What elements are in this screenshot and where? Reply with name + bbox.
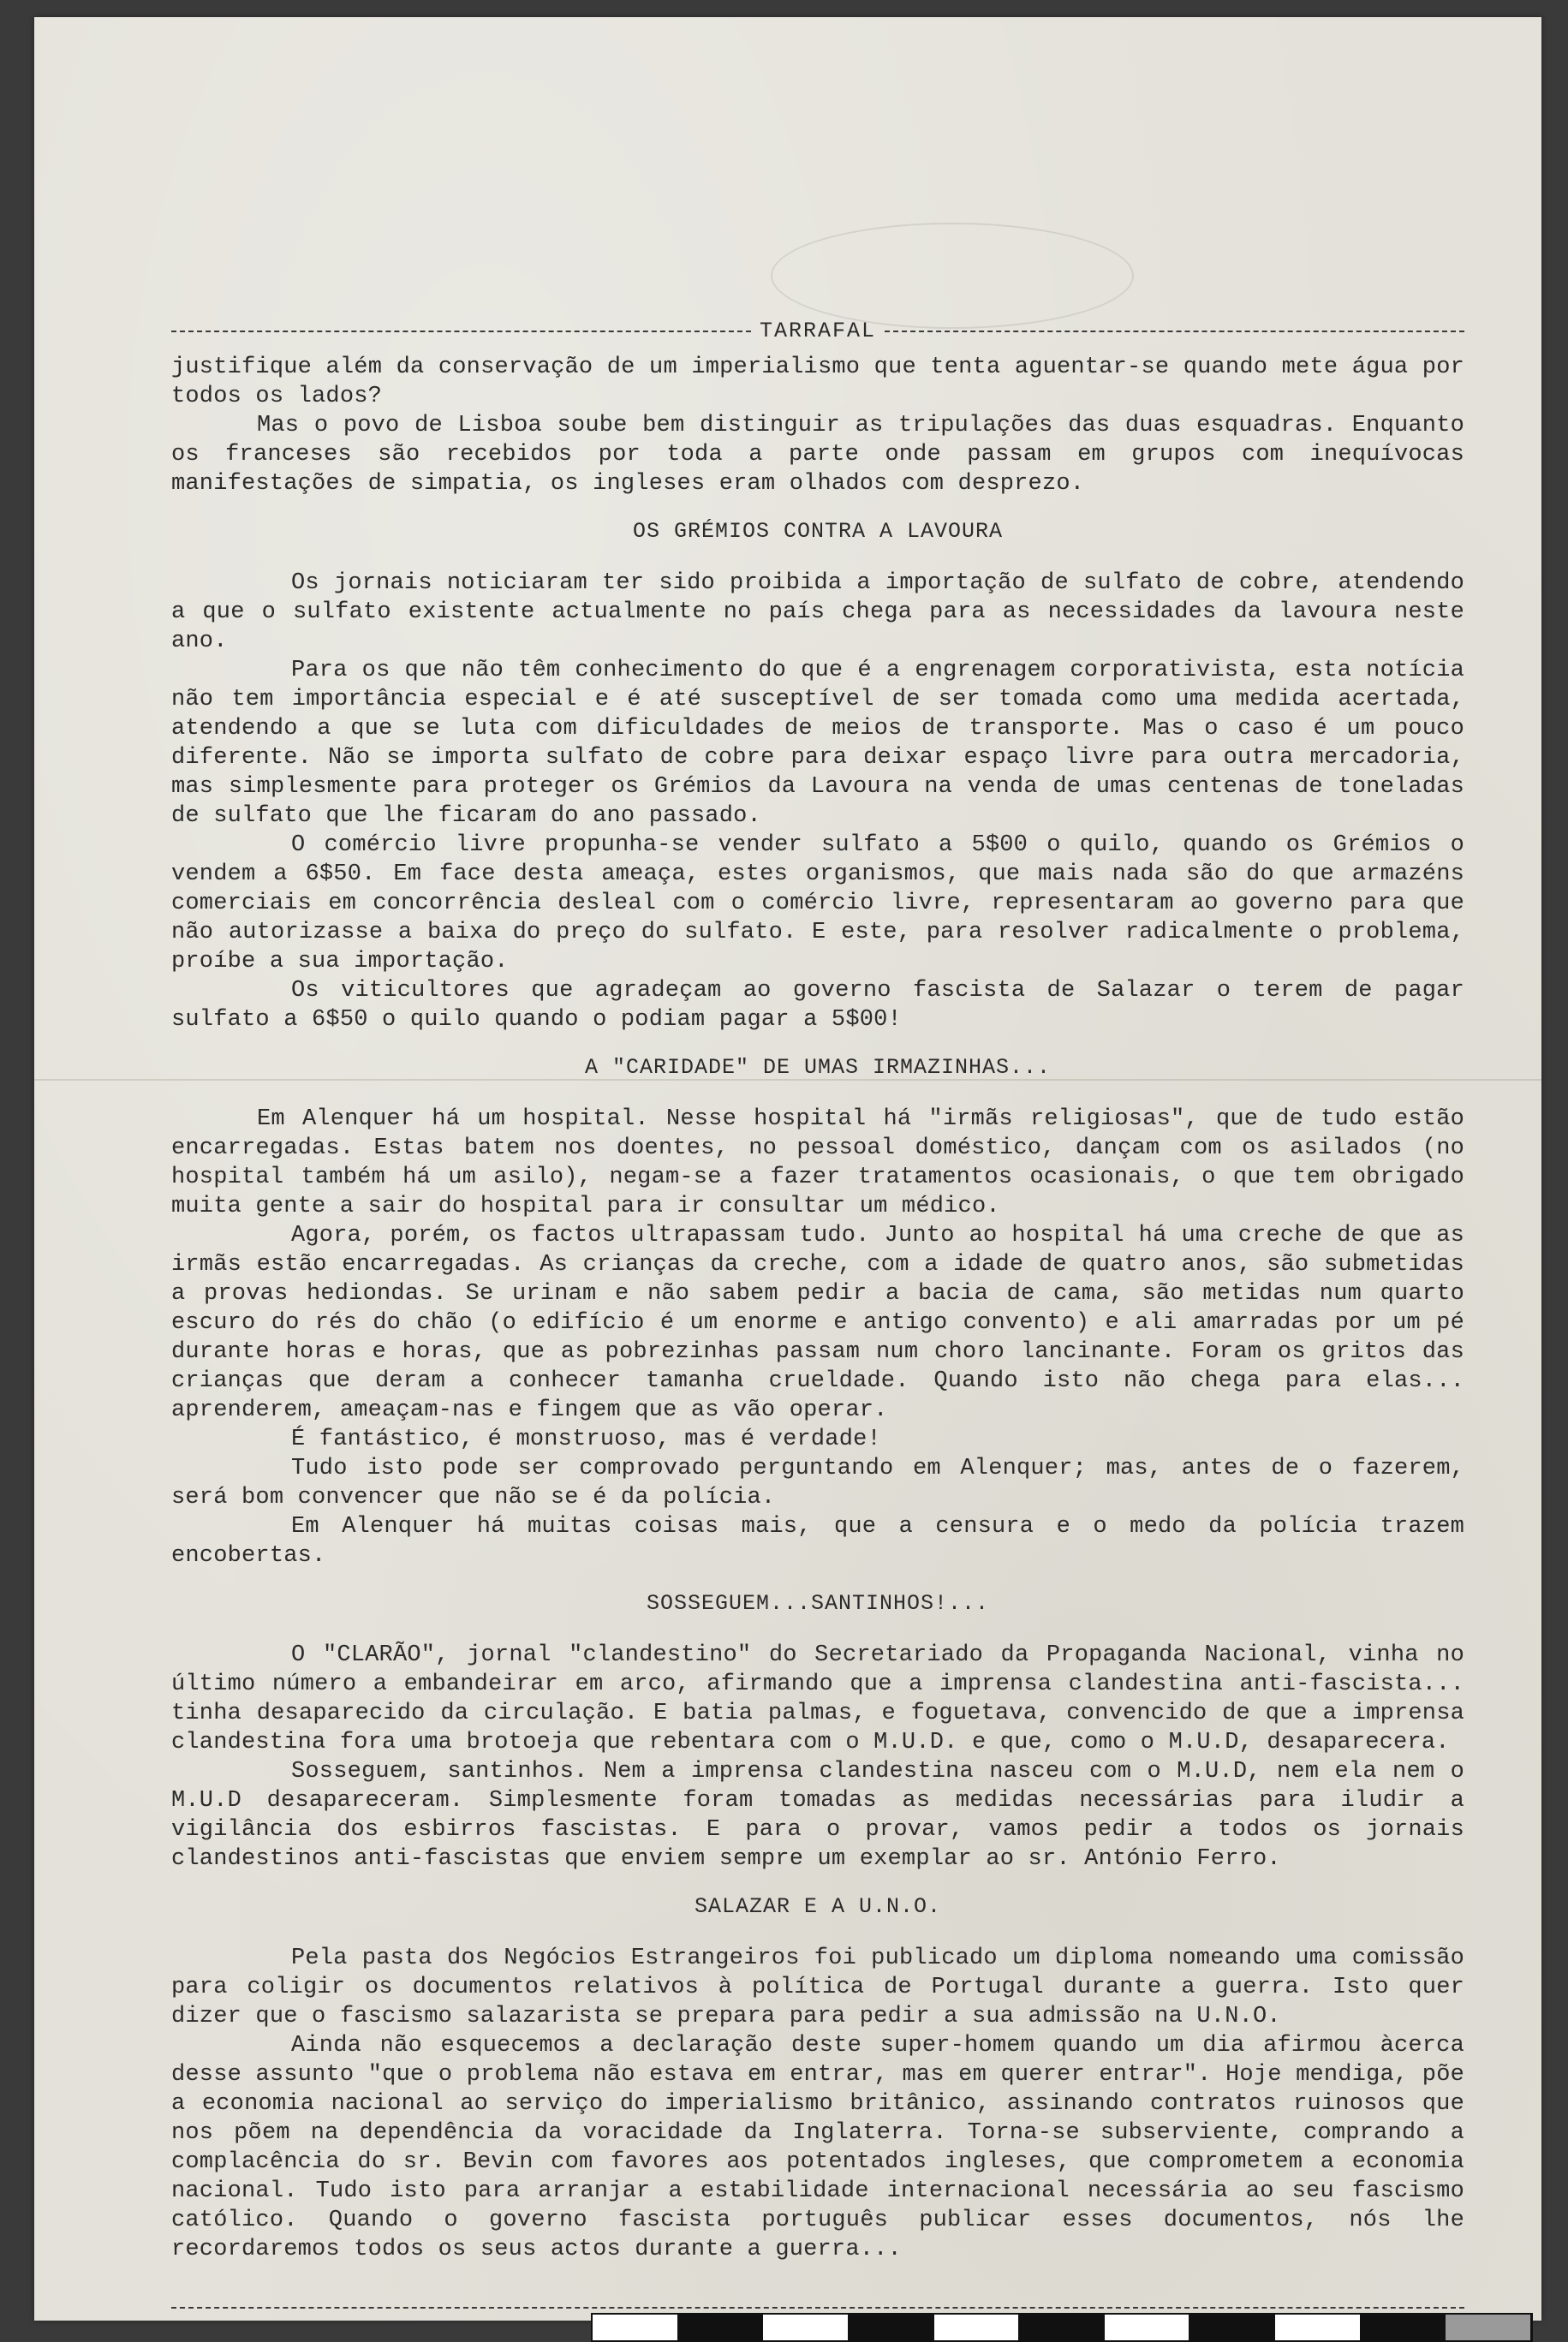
color-scale-bar [591,2313,1533,2342]
section-paragraph: O comércio livre propunha-se vender sulfato a 5$00 o quilo, quando os Grémios o vendem a 6$50. Em face desta ameaça, estes organismos, que mais nada são do que armazéns comerciais em concorrência desleal com o comércio livre, representaram ao governo para que não autorizasse a baixa do preço do sulfato. E este, para resolver radicalmente o problema, proíbe a sua importação. [171,832,1479,974]
section-paragraph: Tudo isto pode ser comprovado perguntando em Alenquer; mas, antes de o fazerem, será bom convencer que não se é da polícia. [171,1456,1479,1511]
scale-segment [678,2315,764,2340]
section-paragraph: Os jornais noticiaram ter sido proibida a importação de sulfato de cobre, atendendo a que o sulfato existente actualmente no país chega para as necessidades da lavoura neste ano. [171,570,1479,654]
section-heading: A "CARIDADE" DE UMAS IRMAZINHAS... [584,1055,1052,1080]
section-paragraph: Sosseguem, santinhos. Nem a imprensa clandestina nasceu com o M.U.D, nem ela nem o M.U.D desapareceram. Simplesmente foram tomadas as medidas necessárias para iludir a vigilância dos esbirros fascistas. E para o provar, vamos pedir a todos os jornais clandestinos anti-fascistas que enviem sempre um exemplar ao sr. António Ferro. [171,1759,1479,1872]
header [171,317,1464,346]
scale-segment [1275,2315,1361,2340]
footer-rule [171,2307,1464,2309]
section-paragraph: O "CLARÃO", jornal "clandestino" do Secretariado da Propaganda Nacional, vinha no último número a embandeirar em arco, afirmando que a imprensa clandestina anti-fascista... tinha desaparecido da circulação. E batia palmas, e foguetava, convencido de que a imprensa clandestina fora uma brotoeja que rebentara com o M.U.D. e que, como o M.U.D, desaparecera. [171,1642,1479,1755]
header-title: TARRAFAL [759,319,877,343]
scale-segment [1019,2315,1105,2340]
section-paragraph: Pela pasta dos Negócios Estrangeiros foi publicado um diploma nomeando uma comissão para coligir os documentos relativos à política de Portugal durante a guerra. Isto quer dizer que o fascismo salazarista se prepara para pedir a sua admissão na U.N.O. [171,1946,1479,2029]
intro-paragraph: justifique além da conservação de um imperialismo que tenta aguentar-se quando mete água por todos os lados? [171,355,1479,409]
header-rule-right [885,331,1464,332]
section-paragraph: Para os que não têm conhecimento do que é a engrenagem corporativista, esta notícia não tem importância especial e é até susceptível de ser tomada como uma medida acertada, atendendo a que se luta com dificuldades de meios de transporte. Mas o caso é um pouco diferente. Não se importa sulfato de cobre para deixar espaço livre para outra mercadoria, mas simplesmente para proteger os Grémios da Lavoura na venda de umas centenas de toneladas de sulfato que lhe ficaram do ano passado. [171,658,1479,829]
scale-segment [1105,2315,1190,2340]
scale-segment [763,2315,849,2340]
section-heading: OS GRÉMIOS CONTRA A LAVOURA [632,519,1004,544]
section-paragraph: Em Alenquer há um hospital. Nesse hospital há "irmãs religiosas", que de tudo estão encarregadas. Estas batem nos doentes, no pessoal doméstico, dançam com os asilados (no hospital também há um asilo), negam-se a fazer tratamentos ocasionais, o que tem obrigado muita gente a sair do hospital para ir consultar um médico. [171,1106,1479,1219]
section-paragraph: Os viticultores que agradeçam ao governo fascista de Salazar o terem de pagar sulfato a 6$50 o quilo quando o podiam pagar a 5$00! [171,978,1479,1033]
section-paragraph: É fantástico, é monstruoso, mas é verdade! [291,1427,881,1452]
intro-paragraph: Mas o povo de Lisboa soube bem distinguir as tripulações das duas esquadras. Enquanto os franceses são recebidos por toda a parte onde passam em grupos com inequívocas manifestações de simpatia, os ingleses eram olhados com desprezo. [171,413,1479,497]
section-paragraph: Em Alenquer há muitas coisas mais, que a censura e o medo da polícia trazem encobertas. [171,1514,1479,1569]
document-body [171,317,1479,2309]
scale-segment [593,2315,678,2340]
section-paragraph: Agora, porém, os factos ultrapassam tudo. Junto ao hospital há uma creche de que as irmãs estão encarregadas. As crianças da creche, com a idade de quatro anos, são submetidas a provas hediondas. Se urinam e não sabem pedir a bacia de cama, são metidas num quarto escuro do rés do chão (o edifício é um enorme e antigo convento) e ali amarradas por um pé durante horas e horas, que as pobrezinhas passam num choro lancinante. Foram os gritos das crianças que deram a conhecer tamanha crueldade. Quando isto não chega para elas... aprenderem, ameaçam-nas e fingem que as vão operar. [171,1223,1479,1423]
scale-segment [934,2315,1020,2340]
section-heading: SALAZAR E A U.N.O. [694,1894,942,1919]
scale-segment [1361,2315,1446,2340]
section-heading: SOSSEGUEM...SANTINHOS!... [646,1591,990,1616]
header-rule-left [171,331,751,332]
scale-segment [1189,2315,1275,2340]
document-page [34,17,1541,2321]
section-paragraph: Ainda não esquecemos a declaração deste super-homem quando um dia afirmou àcerca desse assunto "que o problema não estava em entrar, mas em querer entrar". Hoje mendiga, põe a economia nacional ao serviço do imperialismo britânico, assinando contratos ruinosos que nos põem na dependência da voracidade da Inglaterra. Torna-se subserviente, comprando a complacência do sr. Bevin com favores aos potentados ingleses, que comprometem a economia nacional. Tudo isto para arranjar a estabilidade internacional necessária ao seu fascismo católico. Quando o governo fascista português publicar esses documentos, nós lhe recordaremos todos os seus actos durante a guerra... [171,2033,1479,2262]
scale-segment [849,2315,934,2340]
faded-stamp [771,223,1134,329]
scale-segment [1446,2315,1531,2340]
